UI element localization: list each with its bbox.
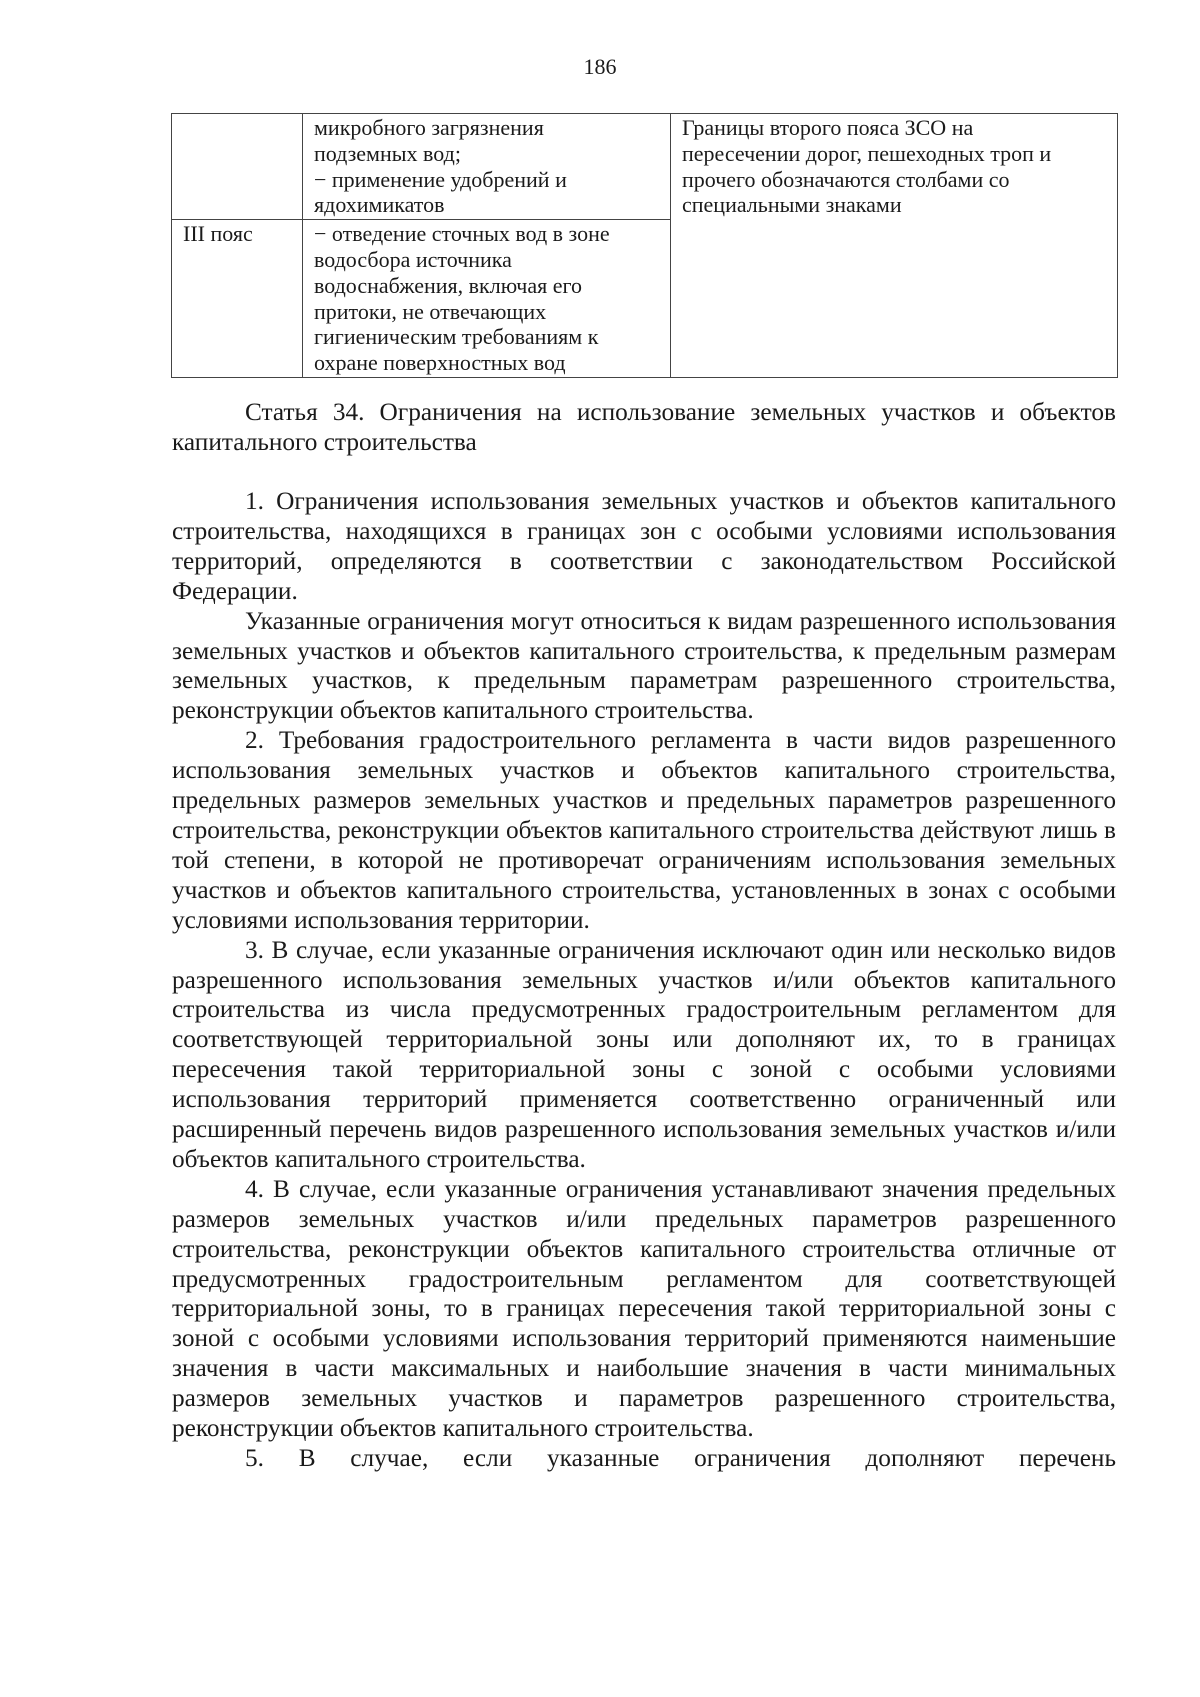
paragraph: 1. Ограничения использования земельных участков и объектов капитального строительства, находящихся в границах зон с особыми условиями использования территорий, определяются в соответствии с законодательством Российской Федерации.	[172, 487, 1116, 605]
article-heading: Статья 34. Ограничения на использование земельных участков и объектов капитального строительства	[172, 398, 1116, 456]
cell-text-line: подземных вод;	[314, 140, 461, 166]
paragraph: 2. Требования градостроительного регламента в части видов разрешенного использования земельных участков и объектов капитального строительства, предельных размеров земельных участков и предельных параметров разрешенного строительства, реконструкции объектов капитального строительства действуют лишь в той степени, в которой не противоречат ограничениям использования земельных участков и объектов капитального строительства, установленных в зонах с особыми условиями использования территории.	[172, 726, 1116, 934]
cell-text-line: гигиеническим требованиям к	[314, 324, 599, 350]
paragraph-spacer	[172, 457, 1116, 487]
cell-text-line: охране поверхностных вод	[314, 350, 566, 376]
cell-text-line: Границы второго пояса ЗСО на	[682, 115, 974, 140]
zone-cell: III пояс	[172, 220, 303, 378]
paragraph: 3. В случае, если указанные ограничения исключают один или несколько видов разрешенного использования земельных участков и/или объектов капитального строительства из числа предусмотренных градостроительным регламентом для соответствующей территориальной зоны или дополняют их, то в границах пересечения такой территориальной зоны с зоной с особыми условиями использования территорий применяется соответственно ограниченный или расширенный перечень видов разрешенного использования земельных участков и/или объектов капитального строительства.	[172, 935, 1116, 1173]
cell-text-line: микробного загрязнения	[314, 115, 544, 140]
zone-cell	[172, 114, 303, 220]
table-row	[172, 114, 1118, 220]
restrictions-cell	[303, 114, 671, 220]
document-body	[172, 397, 1116, 1474]
cell-text-line: специальными знаками	[682, 192, 902, 218]
paragraph: 4. В случае, если указанные ограничения устанавливают значения предельных размеров земельных участков и/или предельных параметров разрешенного строительства, реконструкции объектов капитального строительства отличные от предусмотренных градостроительным регламентом для соответствующей территориальной зоны, то в границах пересечения такой территориальной зоны с зоной с особыми условиями использования территорий применяются наименьшие значения в части максимальных и наибольшие значения в части минимальных размеров земельных участков и параметров разрешенного строительства, реконструкции объектов капитального строительства.	[172, 1174, 1116, 1443]
cell-text-line: пересечении дорог, пешеходных троп и	[682, 140, 1052, 166]
cell-text-line: прочего обозначаются столбами со	[682, 166, 1010, 192]
cell-text-line: водосбора источника	[314, 246, 512, 272]
restrictions-cell	[303, 220, 671, 378]
paragraph: 5. В случае, если указанные ограничения дополняют перечень	[245, 1444, 1116, 1472]
cell-text-line: водоснабжения, включая его	[314, 272, 582, 298]
cell-text-line: притоки, не отвечающих	[314, 298, 547, 324]
cell-text-line: − применение удобрений и	[314, 166, 567, 192]
notes-cell	[671, 114, 1118, 378]
page-number: 186	[583, 54, 617, 79]
paragraph: Указанные ограничения могут относиться к видам разрешенного использования земельных участков и объектов капитального строительства, к предельным размерам земельных участков, к предельным параметрам разрешенного строительства, реконструкции объектов капитального строительства.	[172, 606, 1116, 725]
sanitary-zones-table	[171, 113, 1118, 378]
cell-text-line: ядохимикатов	[314, 192, 445, 218]
cell-text-line: − отведение сточных вод в зоне	[314, 221, 610, 247]
